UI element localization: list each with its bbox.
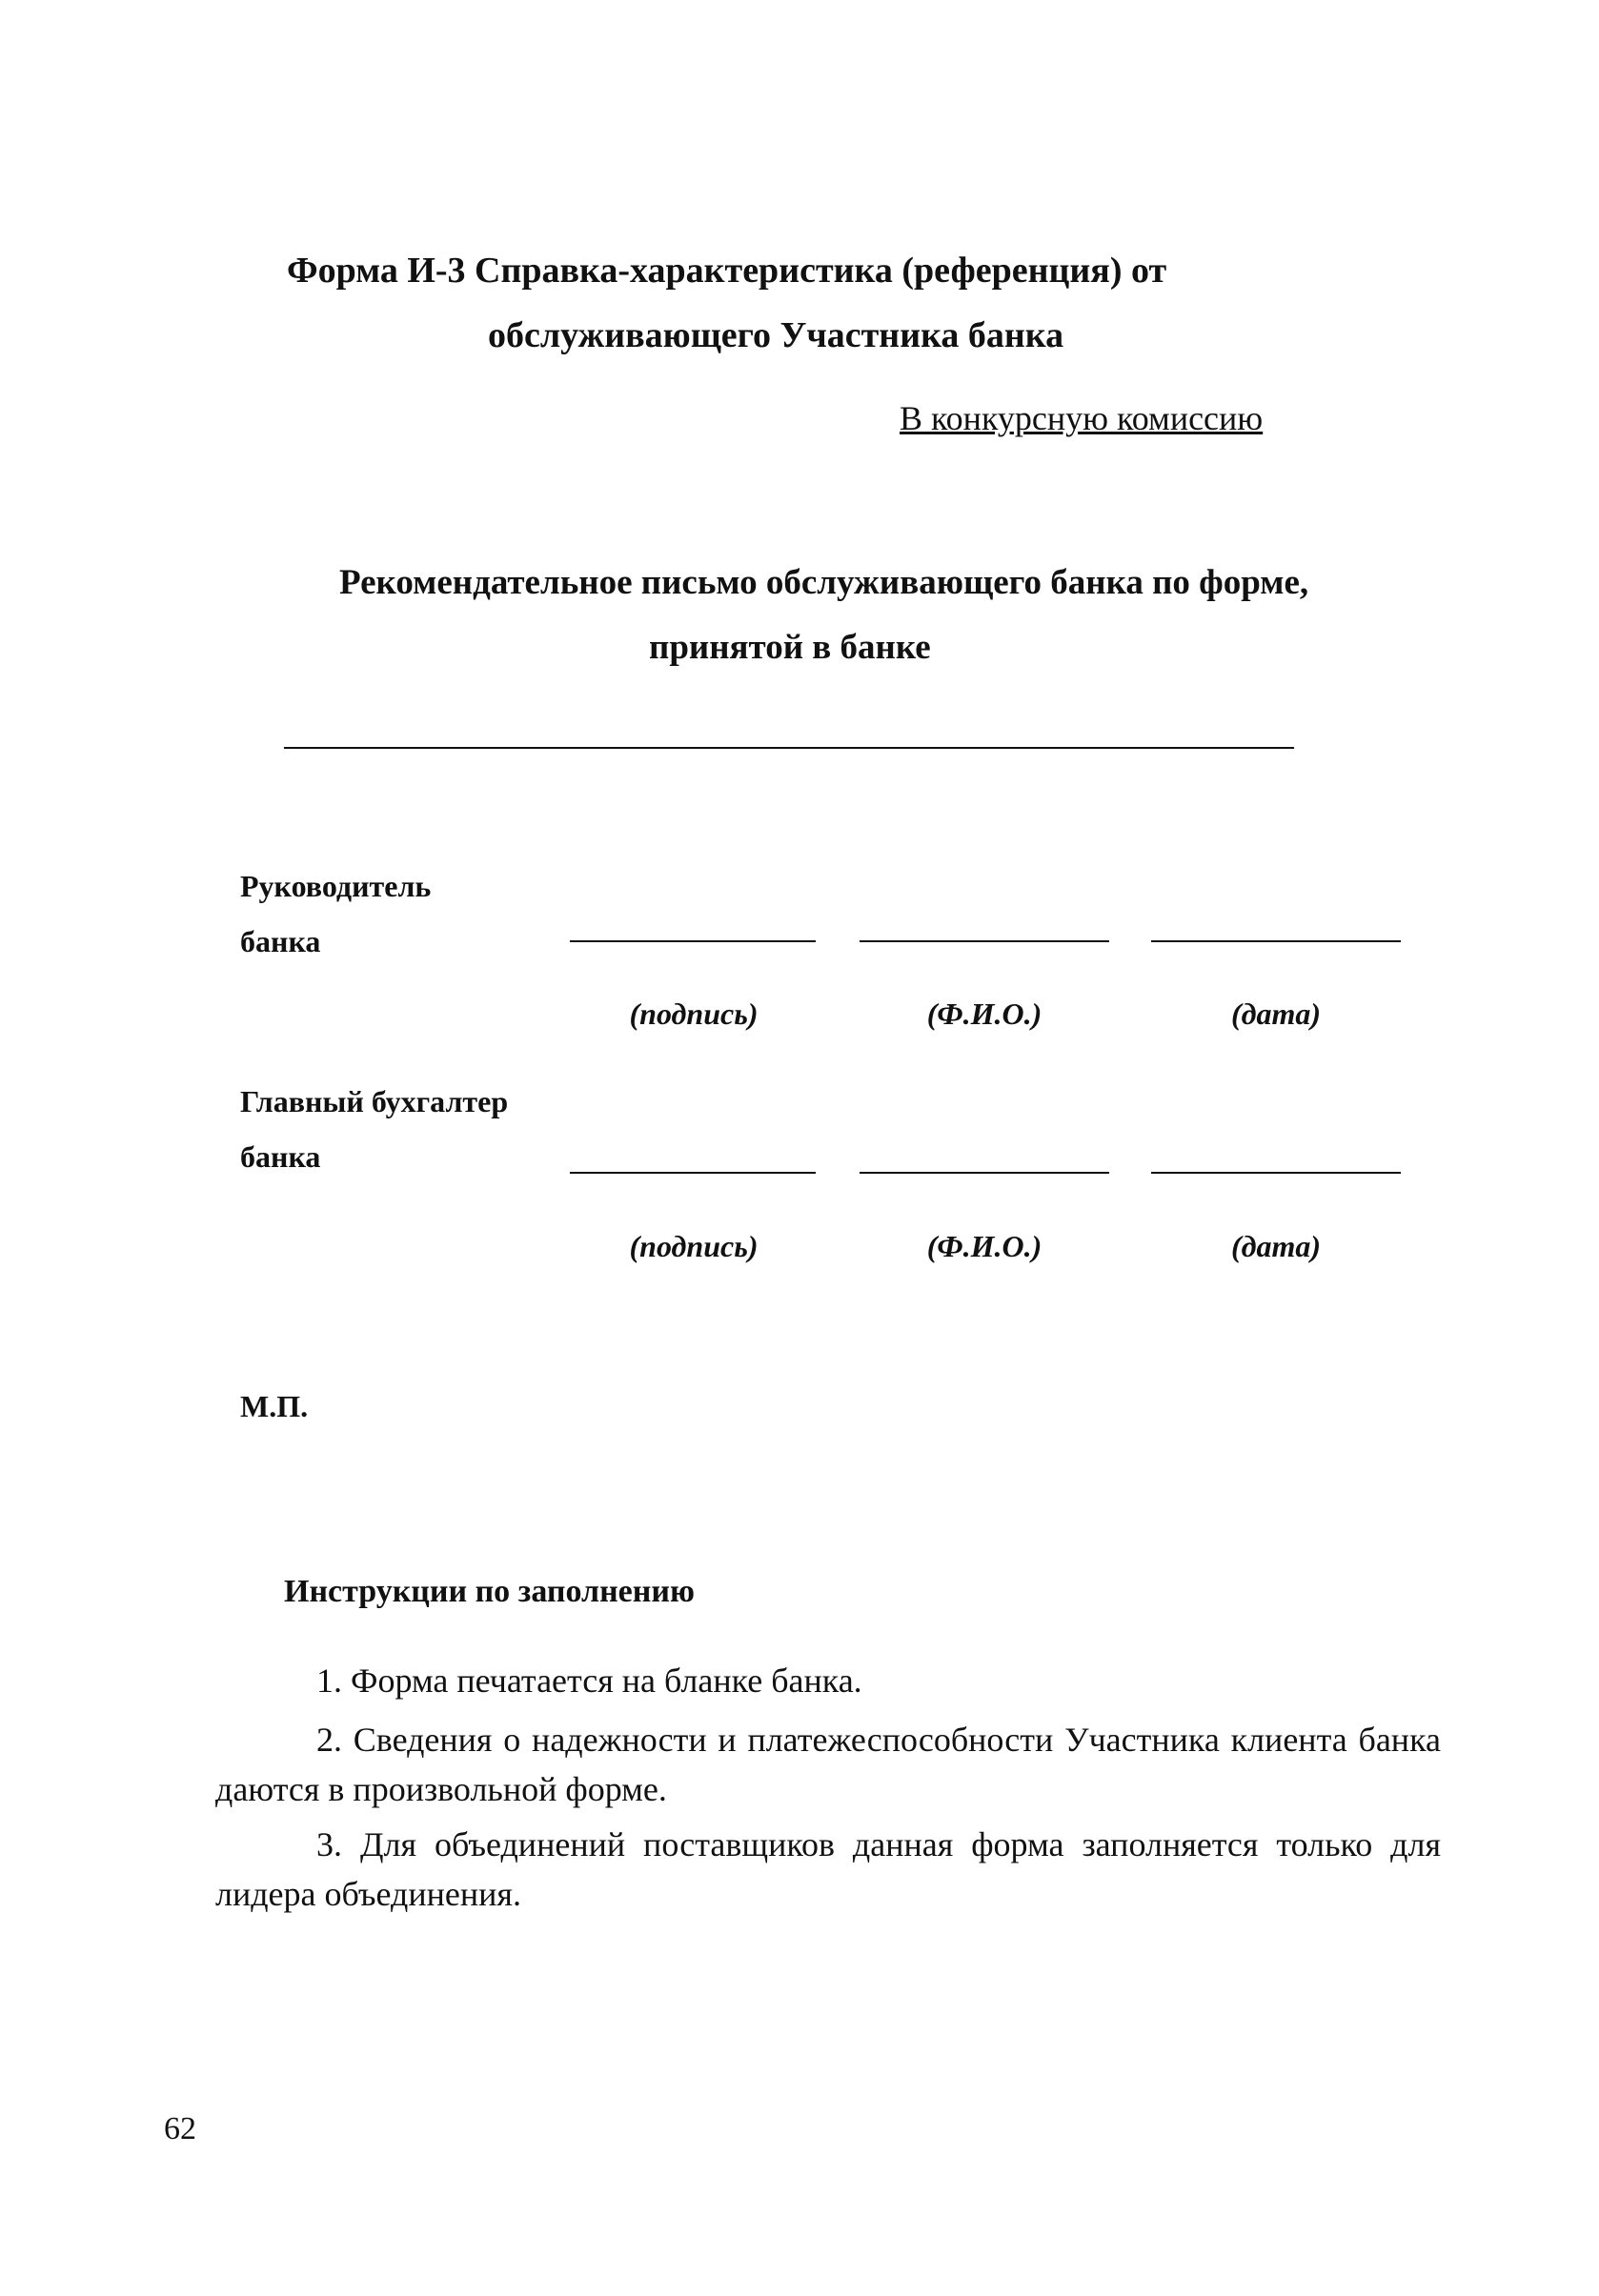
head-name-blank: [860, 940, 1109, 942]
head-date-caption: (дата): [1230, 997, 1322, 1031]
letter-heading-line-2: принятой в банке: [649, 628, 931, 667]
stamp-place-label: М.П.: [240, 1389, 309, 1423]
head-date-blank: [1151, 940, 1401, 942]
form-title-line-1: Форма И-3 Справка-характеристика (референция) от: [287, 251, 1167, 291]
chief-accountant-label-cont: банка: [240, 1139, 321, 1174]
accountant-signature-caption: (подпись): [629, 1229, 759, 1263]
instruction-item-2: 2. Сведения о надежности и платежеспособности Участника клиента банка даются в произвольной форме.: [215, 1721, 1441, 1808]
accountant-date-caption: (дата): [1230, 1229, 1322, 1263]
instructions-title: Инструкции по заполнению: [284, 1574, 695, 1609]
letter-body-blank-line: [284, 747, 1294, 749]
head-of-bank-label-cont: банка: [240, 924, 321, 958]
head-signature-blank: [570, 940, 816, 942]
accountant-date-blank: [1151, 1172, 1401, 1174]
instruction-item-3: 3. Для объединений поставщиков данная форма заполняется только для лидера объединения.: [215, 1825, 1441, 1913]
recipient-line: В конкурсную комиссию: [900, 399, 1264, 437]
accountant-signature-blank: [570, 1172, 816, 1174]
letter-heading-line-1: Рекомендательное письмо обслуживающего банка по форме,: [339, 563, 1309, 602]
page-number: 62: [164, 2111, 196, 2146]
instruction-item-1: 1. Форма печатается на бланке банка.: [316, 1662, 862, 1700]
head-of-bank-label: Руководитель: [240, 869, 432, 903]
form-title-line-2: обслуживающего Участника банка: [488, 315, 1064, 355]
chief-accountant-label: Главный бухгалтер: [240, 1084, 509, 1118]
accountant-name-caption: (Ф.И.О.): [926, 1229, 1042, 1263]
accountant-name-blank: [860, 1172, 1109, 1174]
head-name-caption: (Ф.И.О.): [926, 997, 1042, 1031]
head-signature-caption: (подпись): [629, 997, 759, 1031]
